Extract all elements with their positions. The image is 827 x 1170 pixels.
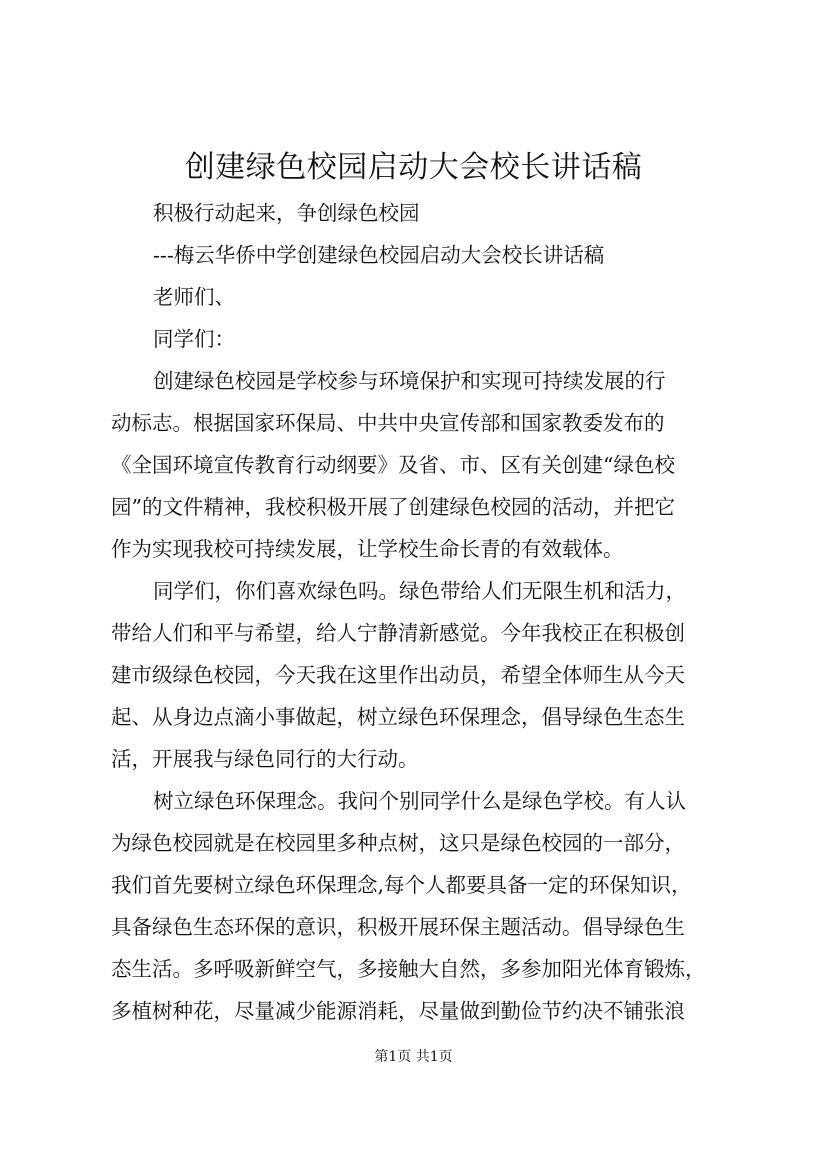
salutation-students: 同学们： — [153, 327, 235, 351]
paragraph-line: 活，开展我与绿色同行的大行动。 — [111, 747, 419, 771]
paragraph-line: 带给人们和平与希望，给人宁静清新感觉。今年我校正在积极创 — [111, 621, 685, 645]
paragraph-line: 创建绿色校园是学校参与环境保护和实现可持续发展的行 — [153, 369, 666, 393]
paragraph-line: 《全国环境宣传教育行动纲要》及省、市、区有关创建“绿色校 — [111, 453, 675, 477]
paragraph-line: 作为实现我校可持续发展，让学校生命长青的有效载体。 — [111, 537, 624, 561]
paragraph-line: 建市级绿色校园，今天我在这里作出动员，希望全体师生从今天 — [111, 663, 685, 687]
paragraph-line: 动标志。根据国家环保局、中共中央宣传部和国家教委发布的 — [111, 411, 665, 435]
paragraph-line: 园”的文件精神，我校积极开展了创建绿色校园的活动，并把它 — [111, 495, 675, 519]
paragraph-line: 树立绿色环保理念。我问个别同学什么是绿色学校。有人认 — [153, 789, 686, 813]
document-title: 创建绿色校园启动大会校长讲话稿 — [184, 150, 643, 185]
page-footer: 第1页 共1页 — [374, 1049, 453, 1065]
paragraph-line: 具备绿色生态环保的意识，积极开展环保主题活动。倡导绿色生 — [111, 915, 685, 939]
paragraph-line: 态生活。多呼吸新鲜空气，多接触大自然，多参加阳光体育锻炼， — [111, 957, 706, 981]
subtitle-line: 积极行动起来，争创绿色校园 — [153, 201, 420, 225]
paragraph-line: 同学们，你们喜欢绿色吗。绿色带给人们无限生机和活力， — [153, 579, 686, 603]
speech-attribution: ---梅云华侨中学创建绿色校园启动大会校长讲话稿 — [153, 243, 605, 267]
paragraph-line: 为绿色校园就是在校园里多种点树，这只是绿色校园的一部分， — [111, 831, 685, 855]
paragraph-line: 起、从身边点滴小事做起，树立绿色环保理念，倡导绿色生态生 — [111, 705, 685, 729]
paragraph-line: 多植树种花，尽量减少能源消耗，尽量做到勤俭节约决不铺张浪 — [111, 999, 685, 1023]
paragraph-line: 我们首先要树立绿色环保理念,每个人都要具备一定的环保知识， — [111, 873, 692, 897]
salutation-teachers: 老师们、 — [153, 285, 235, 309]
